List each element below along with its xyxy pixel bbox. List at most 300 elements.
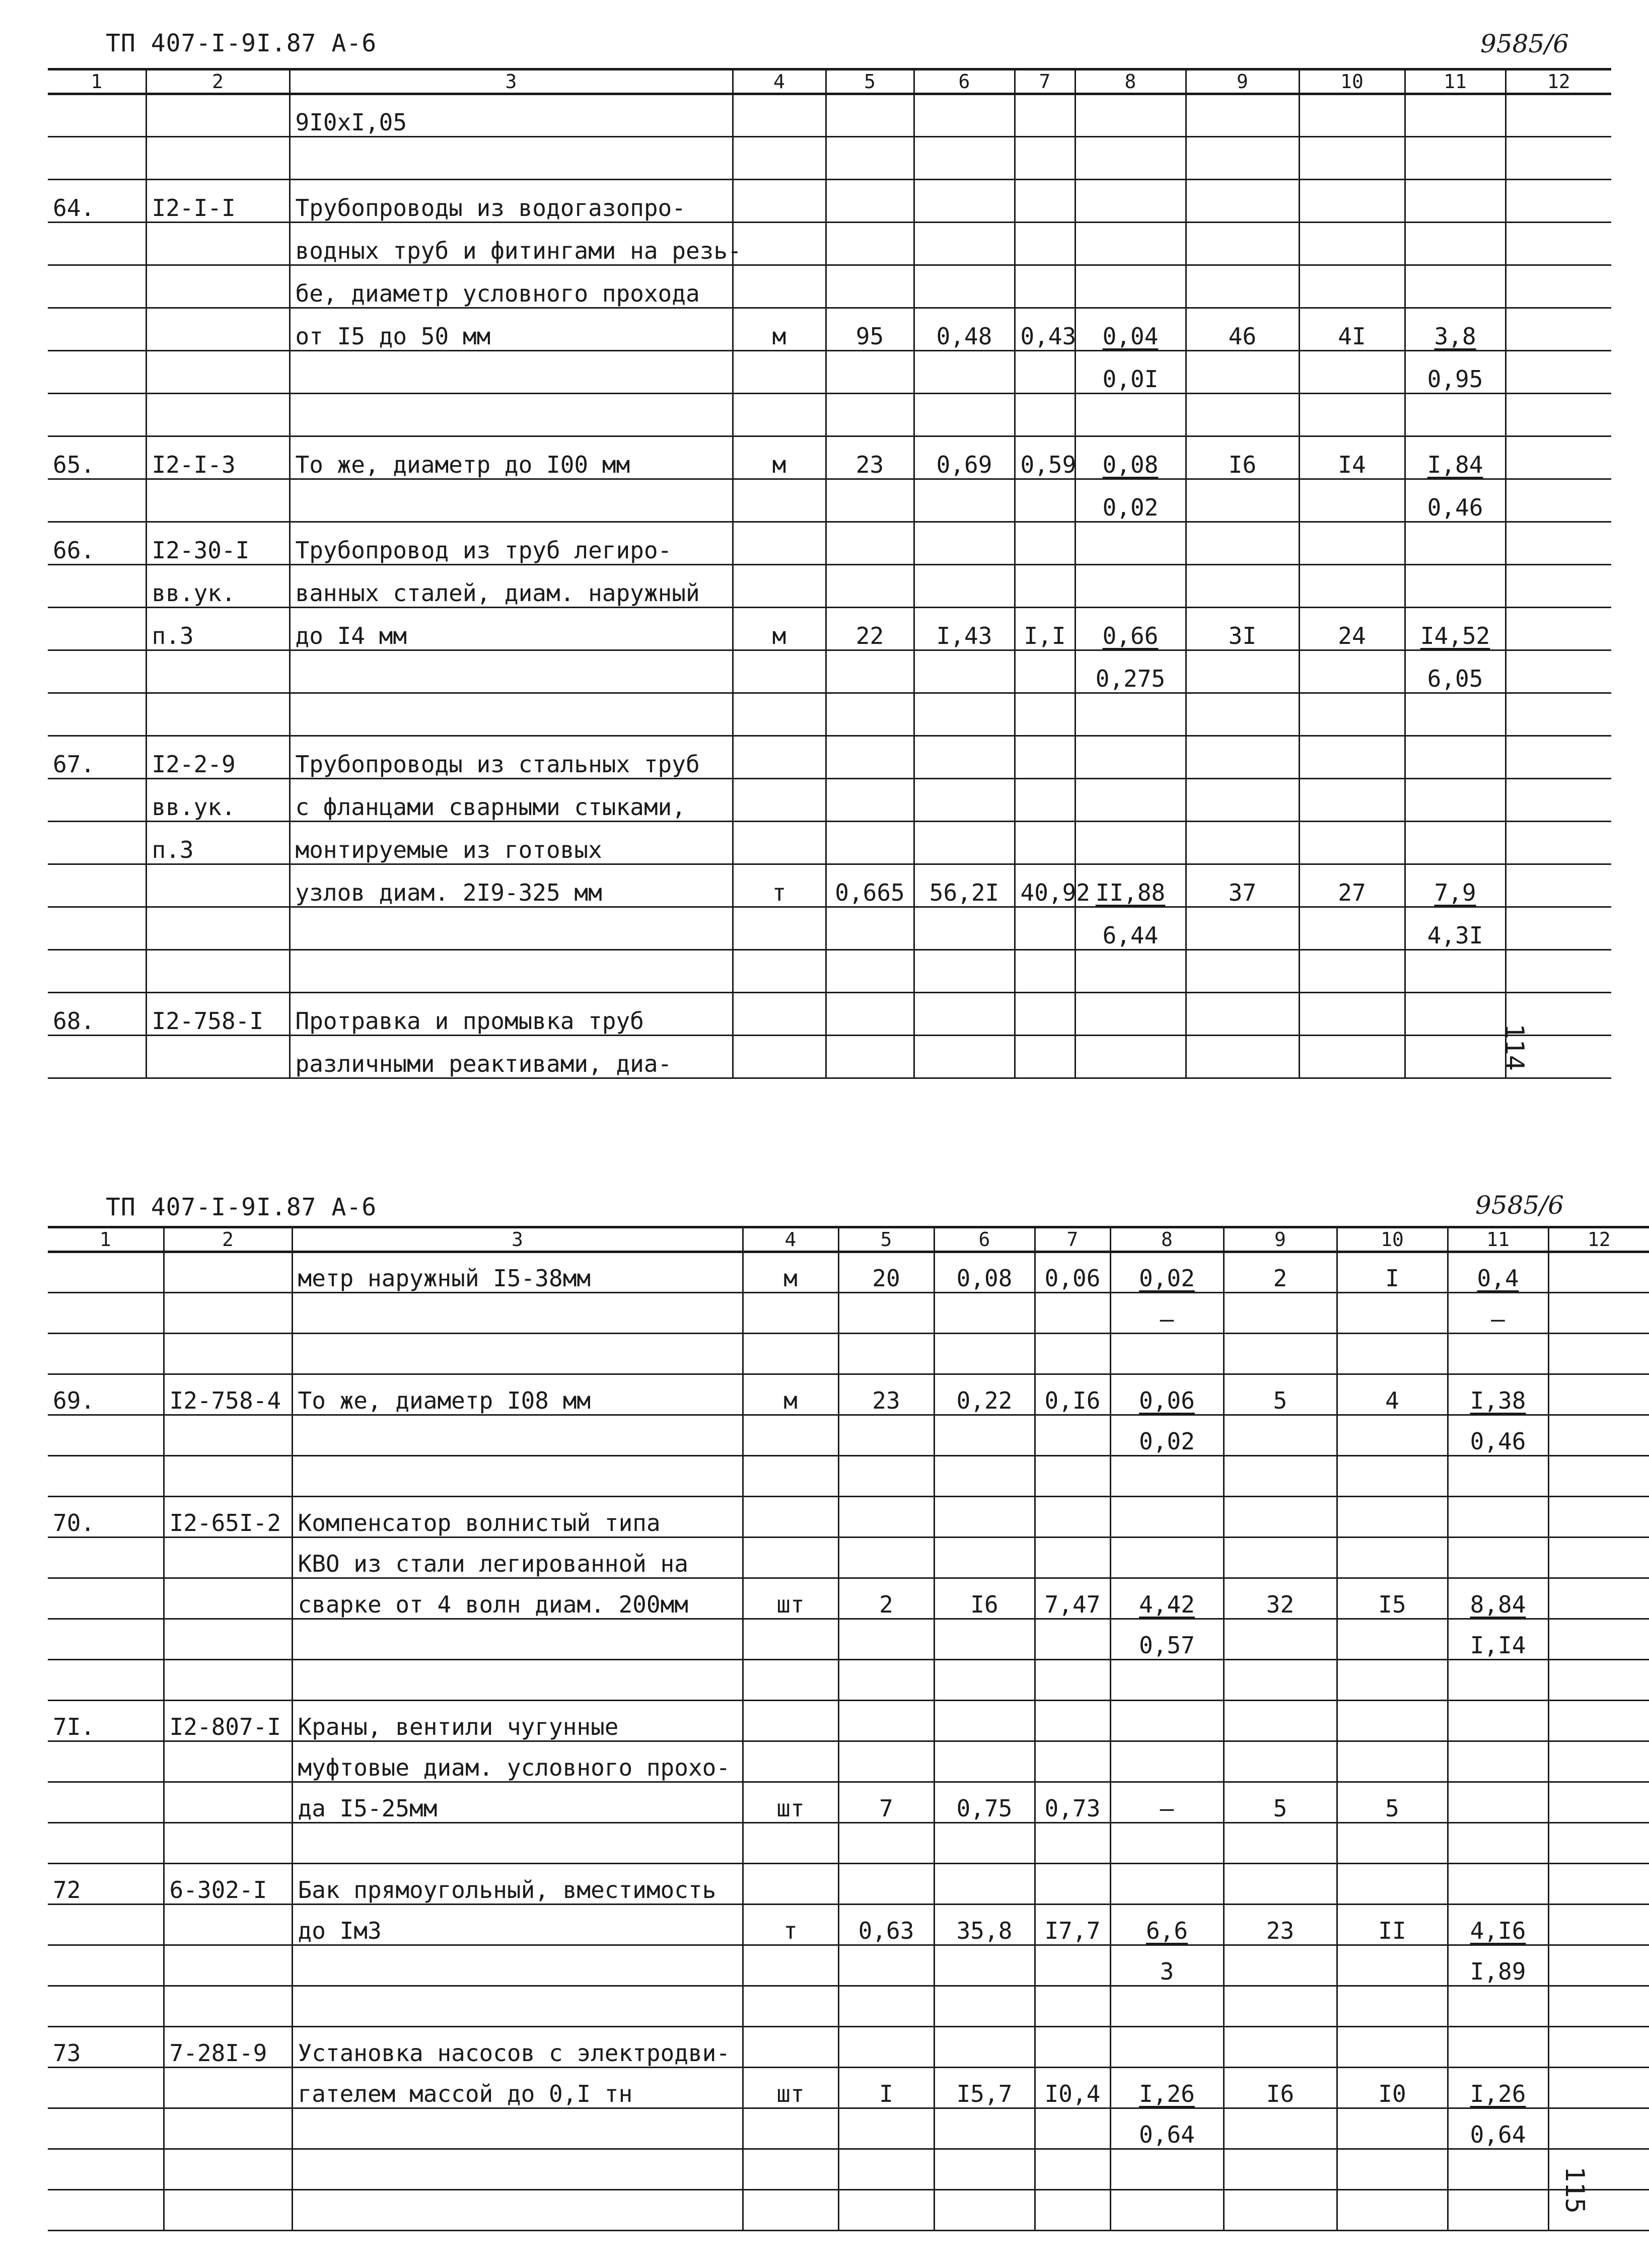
table-cell <box>914 650 1015 693</box>
table-cell <box>1405 693 1505 736</box>
table-cell: 0,64 <box>1110 2108 1224 2149</box>
table-cell <box>1110 1497 1224 1538</box>
table-cell <box>743 1864 838 1905</box>
table-cell <box>164 1823 292 1864</box>
table-cell <box>733 479 826 522</box>
column-header: 4 <box>743 1227 838 1252</box>
table-cell <box>826 950 914 993</box>
table-cell <box>1075 822 1186 864</box>
table-cell: То же, диаметр до I00 мм <box>290 436 733 479</box>
table-cell <box>826 265 914 308</box>
table-cell: I0,4 <box>1035 2068 1110 2108</box>
table-cell <box>1186 522 1299 565</box>
table-cell <box>1186 394 1299 436</box>
table-cell <box>292 1415 743 1456</box>
table-cell <box>1337 1497 1448 1538</box>
table-cell <box>48 265 146 308</box>
table-cell <box>1505 137 1611 180</box>
table-cell <box>1224 1701 1337 1741</box>
table-row <box>48 1036 1611 1078</box>
table-cell <box>1448 1823 1548 1864</box>
table-cell <box>1337 1945 1448 1986</box>
table-cell <box>1299 650 1405 693</box>
table-cell: I6 <box>934 1578 1035 1619</box>
table-cell <box>1110 1986 1224 2027</box>
table-cell <box>914 137 1015 180</box>
table-cell <box>914 180 1015 223</box>
table-cell <box>826 693 914 736</box>
table-cell: 5 <box>1337 1782 1448 1823</box>
table-cell <box>934 1456 1035 1497</box>
table-cell <box>826 779 914 822</box>
table-row <box>48 1538 1649 1578</box>
page-number: 114 <box>1498 1023 1529 1071</box>
table-cell: I,43 <box>914 608 1015 650</box>
table-cell <box>48 1415 164 1456</box>
table-cell: 0,04 <box>1075 308 1186 351</box>
table-cell: 0,43 <box>1015 308 1075 351</box>
table-cell <box>290 693 733 736</box>
table-cell: 3 <box>1110 1945 1224 1986</box>
table-cell <box>1548 1945 1649 1986</box>
table-cell <box>164 1741 292 1782</box>
table-cell <box>1035 1497 1110 1538</box>
table-cell <box>1075 394 1186 436</box>
table-cell <box>146 223 290 265</box>
table-cell <box>826 522 914 565</box>
table-cell <box>1186 779 1299 822</box>
table-cell: различными реактивами, диа- <box>290 1036 733 1078</box>
table-cell <box>1224 1538 1337 1578</box>
table-cell: 7,47 <box>1035 1578 1110 1619</box>
table-cell <box>1015 950 1075 993</box>
table-cell: I <box>1337 1252 1448 1293</box>
table-cell <box>1186 693 1299 736</box>
table-cell: I,26 <box>1110 2068 1224 2108</box>
table-cell <box>1337 1456 1448 1497</box>
table-cell <box>48 650 146 693</box>
table-cell <box>1015 180 1075 223</box>
table-cell <box>838 1864 934 1905</box>
table-cell <box>838 1334 934 1374</box>
table-row <box>48 1986 1649 2027</box>
table-cell <box>934 2108 1035 2149</box>
table-cell <box>826 94 914 137</box>
table-cell: 0,66 <box>1075 608 1186 650</box>
table-cell <box>1505 308 1611 351</box>
table-cell <box>733 736 826 779</box>
table-cell <box>1548 1823 1649 1864</box>
table-cell <box>1299 993 1405 1036</box>
table-cell <box>1035 1293 1110 1334</box>
table-cell <box>1337 1701 1448 1741</box>
table-row <box>48 1701 1649 1741</box>
table-cell: I2-65I-2 <box>164 1497 292 1538</box>
table-cell <box>1299 137 1405 180</box>
table-row <box>48 565 1611 608</box>
column-header: 4 <box>733 69 826 94</box>
table-cell <box>733 907 826 950</box>
table-cell <box>48 479 146 522</box>
table-cell <box>1299 265 1405 308</box>
table-cell <box>1224 1293 1337 1334</box>
table-row <box>48 1415 1649 1456</box>
table-row <box>48 351 1611 394</box>
table-cell <box>164 1986 292 2027</box>
table-cell: т <box>733 864 826 907</box>
table-cell: 0,08 <box>934 1252 1035 1293</box>
table-cell: Компенсатор волнистый типа <box>292 1497 743 1538</box>
table-cell <box>1548 1497 1649 1538</box>
table-cell: I,84 <box>1405 436 1505 479</box>
table-cell: 23 <box>1224 1905 1337 1945</box>
table-cell <box>934 1986 1035 2027</box>
table-cell: 2 <box>838 1578 934 1619</box>
table-cell <box>934 1538 1035 1578</box>
table-cell <box>1337 2027 1448 2068</box>
table-cell: от I5 до 50 мм <box>290 308 733 351</box>
table-cell: 7-28I-9 <box>164 2027 292 2068</box>
table-cell <box>292 1823 743 1864</box>
table-cell: 0,75 <box>934 1782 1035 1823</box>
table-cell <box>914 779 1015 822</box>
table-cell <box>1337 1864 1448 1905</box>
table-cell: 0,59 <box>1015 436 1075 479</box>
table-cell <box>934 1619 1035 1660</box>
table-cell <box>1110 1538 1224 1578</box>
table-cell: 6,05 <box>1405 650 1505 693</box>
table-cell <box>1075 180 1186 223</box>
table-cell: сварке от 4 волн диам. 200мм <box>292 1578 743 1619</box>
column-header: 9 <box>1186 69 1299 94</box>
table-cell: I4 <box>1299 436 1405 479</box>
table-cell <box>1035 2108 1110 2149</box>
table-row <box>48 950 1611 993</box>
document-number: 9585/6 <box>1475 1191 1564 1220</box>
table-cell <box>48 907 146 950</box>
table-cell <box>838 2190 934 2231</box>
table-cell <box>1505 351 1611 394</box>
table-cell <box>164 1252 292 1293</box>
table-cell: 6,44 <box>1075 907 1186 950</box>
table-cell <box>743 1660 838 1701</box>
table-cell <box>914 565 1015 608</box>
table-cell: 0,63 <box>838 1905 934 1945</box>
table-cell <box>1505 94 1611 137</box>
table-cell: I2-I-I <box>146 180 290 223</box>
table-cell: м <box>743 1252 838 1293</box>
table-cell <box>146 308 290 351</box>
table-cell <box>1337 1986 1448 2027</box>
table-cell: 73 <box>48 2027 164 2068</box>
table-cell <box>1035 1415 1110 1456</box>
table-cell <box>1548 2027 1649 2068</box>
sheet-page-114 <box>0 0 1631 1108</box>
table-cell <box>48 1036 146 1078</box>
table-cell <box>1548 1864 1649 1905</box>
table-cell <box>48 1619 164 1660</box>
table-cell <box>1015 736 1075 779</box>
estimate-table-1 <box>48 68 1611 1079</box>
table-cell <box>1015 223 1075 265</box>
table-cell <box>164 1334 292 1374</box>
table-cell <box>1015 394 1075 436</box>
table-cell <box>1186 650 1299 693</box>
table-cell <box>1548 1415 1649 1456</box>
table-row <box>48 736 1611 779</box>
table-cell <box>1337 1538 1448 1578</box>
table-cell <box>1299 180 1405 223</box>
table-cell <box>934 1334 1035 1374</box>
table-row <box>48 907 1611 950</box>
table-cell <box>1224 2108 1337 2149</box>
table-cell <box>1035 1741 1110 1782</box>
table-cell <box>146 907 290 950</box>
table-cell <box>914 522 1015 565</box>
table-cell <box>146 650 290 693</box>
table-cell: узлов диам. 2I9-325 мм <box>290 864 733 907</box>
table-cell <box>733 137 826 180</box>
table-cell <box>1035 1945 1110 1986</box>
table-cell: 70. <box>48 1497 164 1538</box>
table-cell <box>1110 1660 1224 1701</box>
table-cell <box>1075 137 1186 180</box>
table-cell: 0,02 <box>1110 1415 1224 1456</box>
table-cell <box>826 736 914 779</box>
table-cell <box>1110 2149 1224 2190</box>
table-cell <box>1299 1036 1405 1078</box>
table-cell: Трубопроводы из водогазопро- <box>290 180 733 223</box>
table-cell <box>1448 1864 1548 1905</box>
table-cell: 9I0xI,05 <box>290 94 733 137</box>
table-cell <box>838 1619 934 1660</box>
table-cell <box>1075 94 1186 137</box>
table-cell <box>292 1619 743 1660</box>
table-cell <box>1015 993 1075 1036</box>
table-cell: – <box>1110 1782 1224 1823</box>
table-cell <box>1505 907 1611 950</box>
table-cell <box>1035 1660 1110 1701</box>
table-cell <box>1448 1660 1548 1701</box>
table-cell <box>1405 223 1505 265</box>
table-cell: м <box>743 1374 838 1415</box>
table-cell <box>1405 1036 1505 1078</box>
table-cell <box>164 2149 292 2190</box>
table-cell: 0,73 <box>1035 1782 1110 1823</box>
table-cell <box>1186 94 1299 137</box>
table-cell <box>733 394 826 436</box>
table-cell <box>1505 565 1611 608</box>
table-cell <box>1015 351 1075 394</box>
table-cell <box>48 693 146 736</box>
table-cell <box>1299 394 1405 436</box>
table-cell <box>1548 1660 1649 1701</box>
table-cell <box>1110 1701 1224 1741</box>
table-cell <box>1505 479 1611 522</box>
table-row <box>48 993 1611 1036</box>
column-header: 1 <box>48 69 146 94</box>
table-cell <box>1015 565 1075 608</box>
table-row <box>48 779 1611 822</box>
column-header: 2 <box>164 1227 292 1252</box>
table-cell <box>48 1986 164 2027</box>
table-cell: метр наружный I5-38мм <box>292 1252 743 1293</box>
table-cell: I6 <box>1186 436 1299 479</box>
table-cell <box>1186 223 1299 265</box>
table-cell: 6,6 <box>1110 1905 1224 1945</box>
table-cell <box>1110 2027 1224 2068</box>
table-row <box>48 822 1611 864</box>
table-body <box>48 69 1611 1078</box>
table-cell <box>743 2108 838 2149</box>
table-cell <box>1548 1578 1649 1619</box>
table-cell <box>1075 265 1186 308</box>
table-row <box>48 1334 1649 1374</box>
table-cell: I6 <box>1224 2068 1337 2108</box>
table-cell: 0,02 <box>1075 479 1186 522</box>
table-cell <box>1224 1986 1337 2027</box>
table-cell <box>1548 2068 1649 2108</box>
table-cell: да I5-25мм <box>292 1782 743 1823</box>
table-cell <box>743 1456 838 1497</box>
table-cell <box>48 1538 164 1578</box>
column-header-row <box>48 1227 1649 1252</box>
table-cell: КВО из стали легированной на <box>292 1538 743 1578</box>
table-cell <box>48 1823 164 1864</box>
table-cell <box>1337 1293 1448 1334</box>
table-cell <box>914 907 1015 950</box>
table-row <box>48 1497 1649 1538</box>
table-cell <box>1405 950 1505 993</box>
table-cell <box>1186 180 1299 223</box>
table-cell <box>1505 822 1611 864</box>
table-cell <box>914 479 1015 522</box>
table-cell: т <box>743 1905 838 1945</box>
table-cell <box>1505 650 1611 693</box>
table-cell <box>1015 479 1075 522</box>
table-cell: II <box>1337 1905 1448 1945</box>
table-cell <box>838 1456 934 1497</box>
table-cell <box>1035 2190 1110 2231</box>
table-cell <box>1448 2149 1548 2190</box>
table-cell <box>1405 180 1505 223</box>
table-cell <box>914 736 1015 779</box>
table-cell: 0,69 <box>914 436 1015 479</box>
table-cell: 40,92 <box>1015 864 1075 907</box>
table-row <box>48 394 1611 436</box>
table-cell <box>838 1293 934 1334</box>
table-cell <box>1075 522 1186 565</box>
table-cell <box>1224 1823 1337 1864</box>
table-cell <box>48 351 146 394</box>
table-row <box>48 436 1611 479</box>
table-cell: п.3 <box>146 822 290 864</box>
document-number: 9585/6 <box>1480 29 1569 58</box>
table-cell <box>1505 180 1611 223</box>
table-cell <box>1548 1741 1649 1782</box>
table-cell <box>1337 1415 1448 1456</box>
column-header: 12 <box>1505 69 1611 94</box>
table-row <box>48 1741 1649 1782</box>
table-cell <box>1299 522 1405 565</box>
table-cell <box>1035 1334 1110 1374</box>
table-cell <box>1548 1374 1649 1415</box>
table-cell <box>164 1660 292 1701</box>
column-header: 3 <box>290 69 733 94</box>
table-cell <box>48 1782 164 1823</box>
column-header: 11 <box>1448 1227 1548 1252</box>
table-cell <box>1405 736 1505 779</box>
table-cell <box>1186 950 1299 993</box>
table-row <box>48 1252 1649 1293</box>
table-cell <box>934 1864 1035 1905</box>
table-cell: 0,665 <box>826 864 914 907</box>
table-cell <box>292 2108 743 2149</box>
table-cell <box>146 864 290 907</box>
table-cell: 7,9 <box>1405 864 1505 907</box>
table-cell: I2-30-I <box>146 522 290 565</box>
table-cell <box>1505 779 1611 822</box>
table-cell: 72 <box>48 1864 164 1905</box>
table-cell <box>1299 94 1405 137</box>
table-row <box>48 2149 1649 2190</box>
table-cell <box>1015 693 1075 736</box>
table-row <box>48 479 1611 522</box>
table-cell: 0,I6 <box>1035 1374 1110 1415</box>
column-header-row <box>48 69 1611 94</box>
table-cell: вв.ук. <box>146 565 290 608</box>
table-cell <box>1224 1415 1337 1456</box>
table-cell <box>838 2149 934 2190</box>
table-cell: I,I4 <box>1448 1619 1548 1660</box>
table-cell <box>733 223 826 265</box>
table-cell <box>733 693 826 736</box>
table-cell <box>826 223 914 265</box>
table-cell <box>146 479 290 522</box>
table-cell: – <box>1448 1293 1548 1334</box>
table-cell <box>1186 479 1299 522</box>
table-cell <box>48 864 146 907</box>
table-cell: 37 <box>1186 864 1299 907</box>
table-cell: I,38 <box>1448 1374 1548 1415</box>
table-cell <box>164 1619 292 1660</box>
page-number: 115 <box>1559 2166 1590 2214</box>
table-cell: – <box>1110 1293 1224 1334</box>
table-cell <box>1337 1334 1448 1374</box>
table-cell <box>1186 351 1299 394</box>
table-cell <box>1075 950 1186 993</box>
table-cell: I5 <box>1337 1578 1448 1619</box>
table-cell: 23 <box>826 436 914 479</box>
table-cell: водных труб и фитингами на резь- <box>290 223 733 265</box>
table-cell <box>290 394 733 436</box>
table-cell <box>914 351 1015 394</box>
table-cell <box>1405 565 1505 608</box>
table-cell <box>1337 2190 1448 2231</box>
table-cell <box>1110 1334 1224 1374</box>
column-header: 7 <box>1015 69 1075 94</box>
table-cell <box>1110 1864 1224 1905</box>
table-cell: 32 <box>1224 1578 1337 1619</box>
table-cell <box>1505 950 1611 993</box>
table-cell: I2-758-I <box>146 993 290 1036</box>
table-cell: Протравка и промывка труб <box>290 993 733 1036</box>
table-cell <box>1299 907 1405 950</box>
table-cell: I4,52 <box>1405 608 1505 650</box>
table-cell <box>292 1334 743 1374</box>
table-cell: м <box>733 436 826 479</box>
table-cell: 0,22 <box>934 1374 1035 1415</box>
